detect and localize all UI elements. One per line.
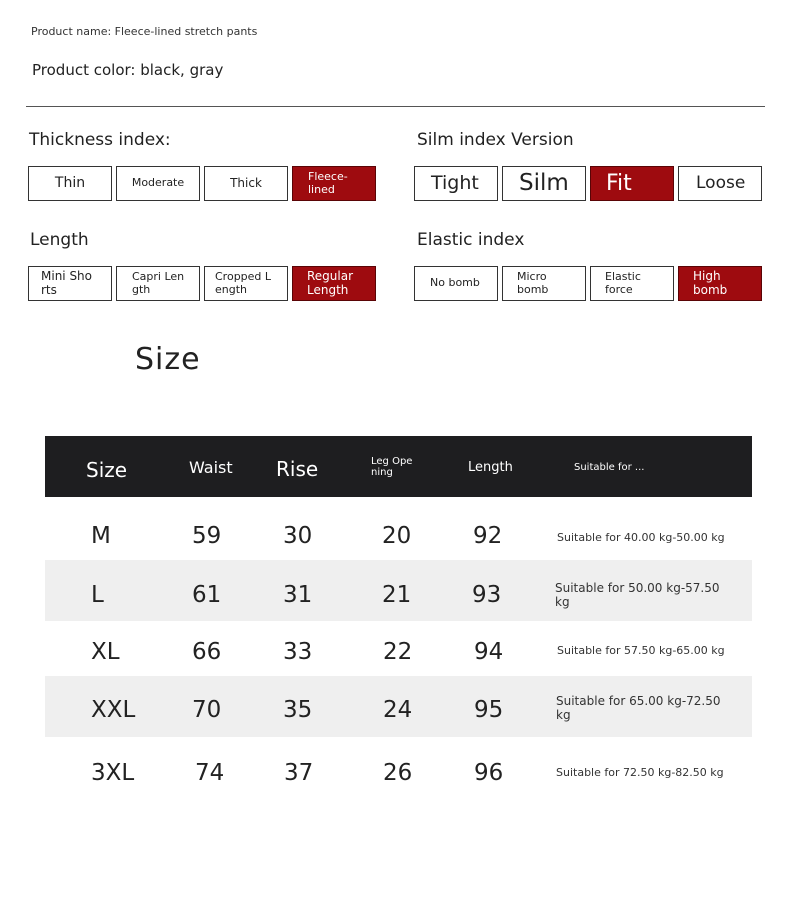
slim-option-loose: Loose xyxy=(678,166,762,201)
length-title: Length xyxy=(30,230,89,250)
length-option-cropped-length: Cropped L ength xyxy=(204,266,288,301)
cell-length: 95 xyxy=(474,697,504,723)
thickness-option-fleece-lined: Fleece- lined xyxy=(292,166,376,201)
cell-rise: 30 xyxy=(283,523,313,549)
slim-option-silm: Silm xyxy=(502,166,586,201)
table-row xyxy=(45,676,752,737)
slim-title: Silm index Version xyxy=(417,130,574,150)
cell-rise: 33 xyxy=(283,639,313,665)
length-option-capri-length: Capri Len gth xyxy=(116,266,200,301)
cell-rise: 31 xyxy=(283,582,313,608)
header-length: Length xyxy=(468,460,513,475)
length-option-mini-shorts: Mini Sho rts xyxy=(28,266,112,301)
cell-suitable: Suitable for 40.00 kg-50.00 kg xyxy=(557,531,725,544)
elastic-option-micro-bomb: Micro bomb xyxy=(502,266,586,301)
thickness-option-thick: Thick xyxy=(204,166,288,201)
cell-leg: 21 xyxy=(382,582,412,608)
table-row xyxy=(45,621,752,676)
cell-length: 92 xyxy=(473,523,503,549)
cell-size: L xyxy=(91,582,104,608)
cell-leg: 24 xyxy=(383,697,413,723)
cell-waist: 70 xyxy=(192,697,222,723)
cell-size: XL xyxy=(91,639,120,665)
header-rise: Rise xyxy=(276,457,319,481)
elastic-title: Elastic index xyxy=(417,230,525,250)
cell-length: 93 xyxy=(472,582,502,608)
cell-suitable: Suitable for 72.50 kg-82.50 kg xyxy=(556,766,724,779)
table-row xyxy=(45,507,752,560)
length-option-regular-length: Regular Length xyxy=(292,266,376,301)
cell-leg: 26 xyxy=(383,760,413,786)
cell-length: 94 xyxy=(474,639,504,665)
cell-rise: 37 xyxy=(284,760,314,786)
cell-waist: 66 xyxy=(192,639,222,665)
header-waist: Waist xyxy=(189,458,233,477)
cell-size: M xyxy=(91,523,111,549)
elastic-option-no-bomb: No bomb xyxy=(414,266,498,301)
table-row xyxy=(45,560,752,621)
header-suitable: Suitable for ... xyxy=(574,462,645,473)
cell-suitable: Suitable for 57.50 kg-65.00 kg xyxy=(557,644,725,657)
size-heading: Size xyxy=(135,342,201,377)
elastic-option-high-bomb: High bomb xyxy=(678,266,762,301)
elastic-option-elastic-force: Elastic force xyxy=(590,266,674,301)
cell-suitable: Suitable for 50.00 kg-57.50 kg xyxy=(555,581,720,610)
cell-leg: 22 xyxy=(383,639,413,665)
table-row xyxy=(45,737,752,797)
product-color: Product color: black, gray xyxy=(32,61,224,79)
cell-size: 3XL xyxy=(91,760,135,786)
size-table-header xyxy=(45,436,752,497)
thickness-option-thin: Thin xyxy=(28,166,112,201)
thickness-title: Thickness index: xyxy=(29,130,171,150)
slim-option-tight: Tight xyxy=(414,166,498,201)
cell-waist: 61 xyxy=(192,582,222,608)
slim-option-fit: Fit xyxy=(590,166,674,201)
cell-waist: 59 xyxy=(192,523,222,549)
divider xyxy=(26,106,765,107)
product-name: Product name: Fleece-lined stretch pants xyxy=(31,25,258,38)
cell-rise: 35 xyxy=(283,697,313,723)
cell-leg: 20 xyxy=(382,523,412,549)
thickness-option-moderate: Moderate xyxy=(116,166,200,201)
header-leg-opening: Leg Ope ning xyxy=(371,456,413,478)
cell-waist: 74 xyxy=(195,760,225,786)
cell-suitable: Suitable for 65.00 kg-72.50 kg xyxy=(556,694,721,723)
cell-size: XXL xyxy=(91,697,136,723)
header-size: Size xyxy=(86,458,128,482)
cell-length: 96 xyxy=(474,760,504,786)
